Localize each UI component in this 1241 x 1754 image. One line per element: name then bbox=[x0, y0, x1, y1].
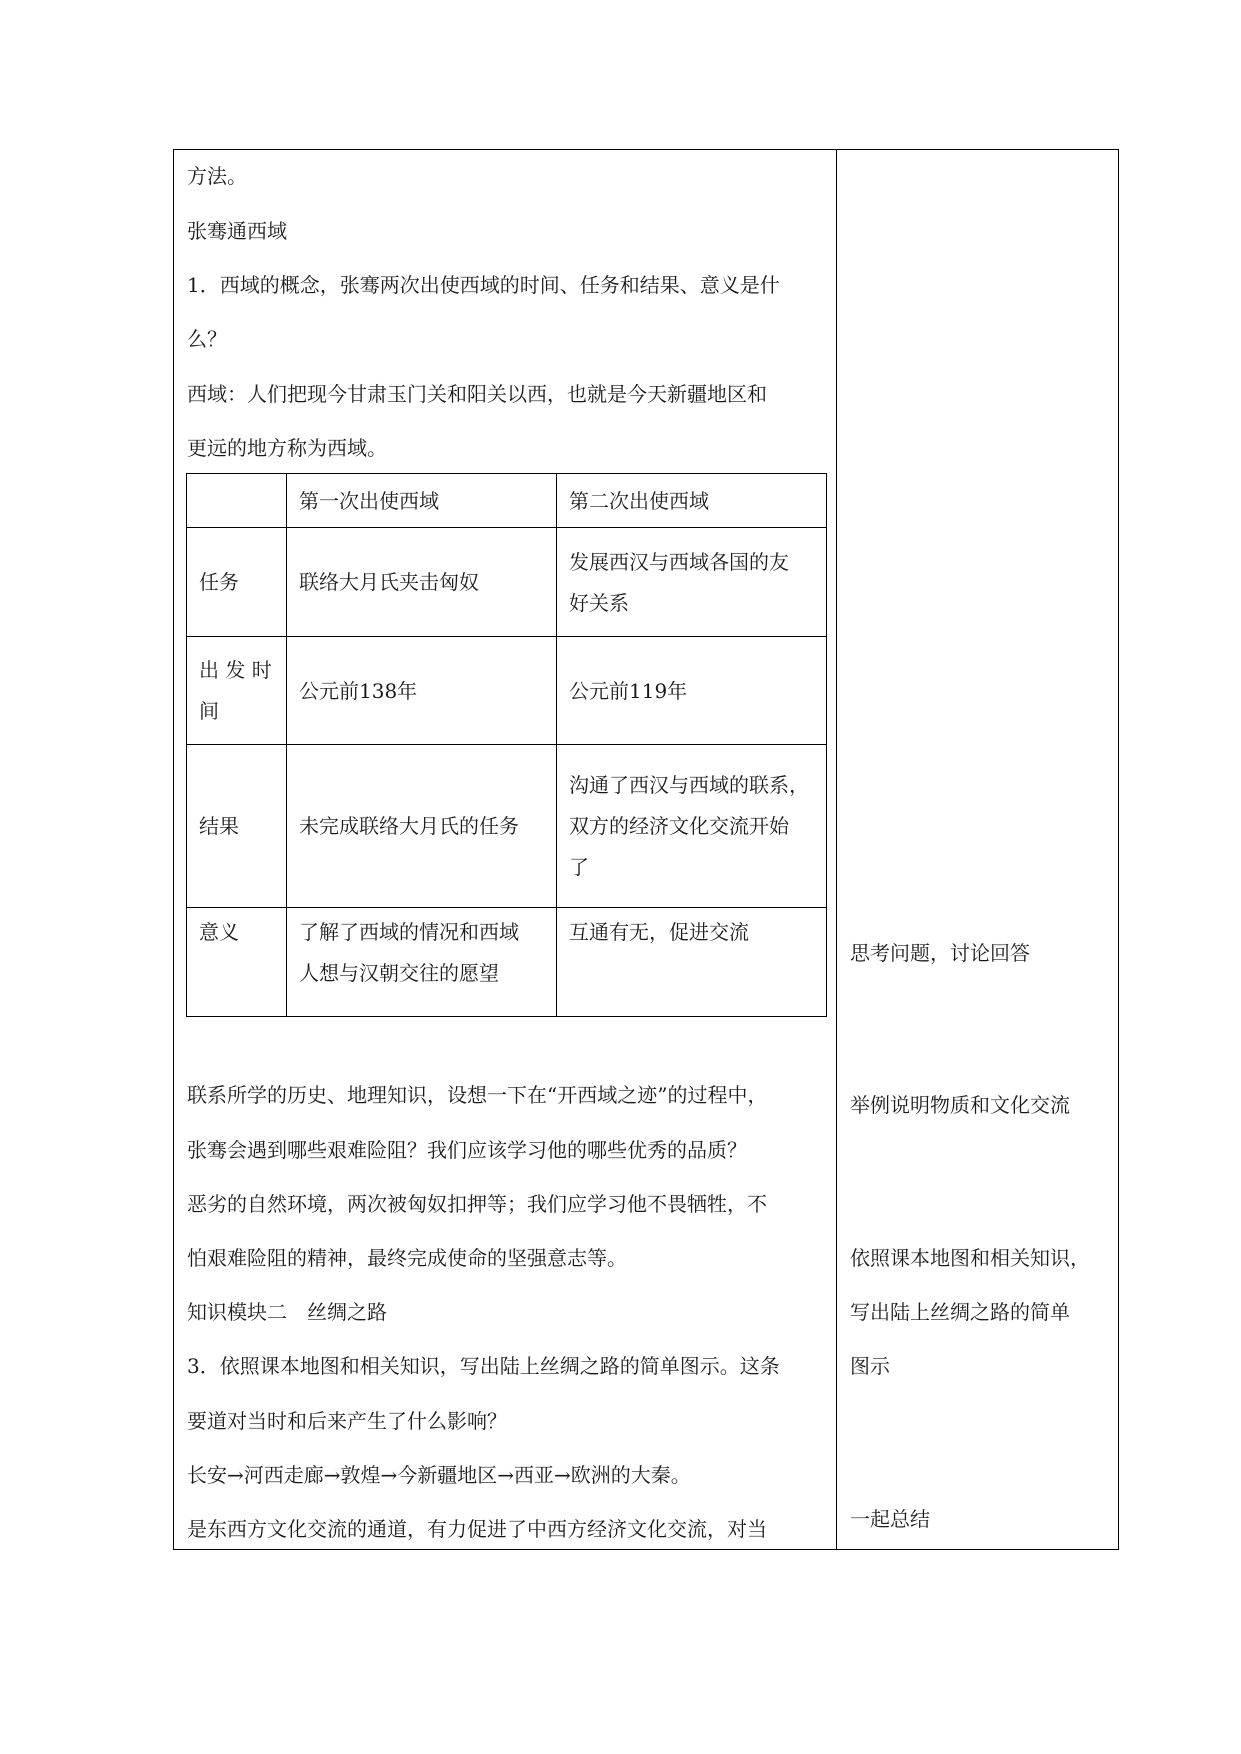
question-line: 么？ bbox=[187, 327, 227, 351]
answer-line: 怕艰难险阻的精神，最终完成使命的坚强意志等。 bbox=[187, 1246, 627, 1270]
row-label: 结果 bbox=[187, 745, 287, 908]
table-cell bbox=[287, 745, 557, 908]
question-line: 要道对当时和后来产生了什么影响？ bbox=[187, 1409, 507, 1433]
question-line: 张骞会遇到哪些艰难险阻？我们应该学习他的哪些优秀的品质？ bbox=[187, 1138, 747, 1162]
answer-line: 西域：人们把现今甘肃玉门关和阳关以西，也就是今天新疆地区和 bbox=[187, 382, 767, 406]
answer-line: 恶劣的自然环境，两次被匈奴扣押等；我们应学习他不畏牺牲，不 bbox=[187, 1192, 767, 1216]
row-label bbox=[187, 637, 287, 745]
cell-text: 未完成联络大月氏的任务 bbox=[299, 814, 519, 838]
cell-text: 沟通了西汉与西域的联系， bbox=[569, 773, 809, 797]
activity-note: 依照课本地图和相关知识， bbox=[850, 1246, 1090, 1270]
table-row bbox=[187, 637, 827, 745]
activity-note: 图示 bbox=[850, 1354, 890, 1378]
cell-text: 好关系 bbox=[569, 590, 629, 615]
cell-text: 公元前119年 bbox=[569, 678, 688, 703]
answer-line: 长安→河西走廊→敦煌→今新疆地区→西亚→欧洲的大秦。 bbox=[187, 1463, 691, 1487]
table-cell bbox=[287, 908, 557, 1017]
answer-line: 更远的地方称为西域。 bbox=[187, 436, 387, 460]
table-row bbox=[187, 528, 827, 637]
activity-note: 写出陆上丝绸之路的简单 bbox=[850, 1300, 1070, 1324]
table-cell bbox=[287, 637, 557, 745]
mission-comparison-table bbox=[186, 473, 827, 1017]
table-cell bbox=[557, 745, 827, 908]
cell-text: 人想与汉朝交往的愿望 bbox=[299, 961, 499, 985]
row-label bbox=[187, 908, 287, 1017]
table-header-cell: 第一次出使西域 bbox=[287, 474, 557, 528]
table-cell bbox=[557, 908, 827, 1017]
question-line: 联系所学的历史、地理知识，设想一下在“开西域之迹”的过程中， bbox=[187, 1083, 768, 1107]
cell-text: 间 bbox=[199, 699, 219, 723]
cell-text: 互通有无，促进交流 bbox=[569, 920, 749, 944]
table-cell bbox=[287, 528, 557, 637]
activity-note: 举例说明物质和文化交流 bbox=[850, 1093, 1070, 1117]
cell-text: 发展西汉与西域各国的友 bbox=[569, 549, 789, 574]
cell-text: 出 发 时 bbox=[199, 658, 272, 682]
question-line: 1．西域的概念，张骞两次出使西域的时间、任务和结果、意义是什 bbox=[187, 273, 780, 297]
table-row bbox=[187, 745, 827, 908]
column-divider bbox=[836, 149, 837, 1550]
table-header-row bbox=[187, 474, 827, 528]
activity-note: 思考问题，讨论回答 bbox=[850, 941, 1030, 965]
cell-text: 了解了西域的情况和西域 bbox=[299, 920, 519, 944]
cell-text: 了 bbox=[569, 855, 589, 879]
table-cell bbox=[557, 637, 827, 745]
table-cell bbox=[557, 528, 827, 637]
table-row bbox=[187, 908, 827, 1017]
cell-text: 双方的经济文化交流开始 bbox=[569, 814, 789, 838]
table-header-cell: 第二次出使西域 bbox=[557, 474, 827, 528]
table-header-cell bbox=[187, 474, 287, 528]
cell-text: 联络大月氏夹击匈奴 bbox=[299, 570, 479, 594]
row-label: 任务 bbox=[187, 528, 287, 637]
cell-text: 意义 bbox=[199, 920, 239, 944]
section-heading: 知识模块二 丝绸之路 bbox=[187, 1300, 387, 1324]
text-line: 方法。 bbox=[187, 164, 247, 188]
cell-text: 公元前138年 bbox=[299, 678, 418, 703]
question-line: 3．依照课本地图和相关知识，写出陆上丝绸之路的简单图示。这条 bbox=[187, 1354, 780, 1378]
section-heading: 张骞通西域 bbox=[187, 219, 287, 243]
answer-line: 是东西方文化交流的通道，有力促进了中西方经济文化交流，对当 bbox=[187, 1517, 767, 1541]
activity-note: 一起总结 bbox=[850, 1507, 930, 1531]
